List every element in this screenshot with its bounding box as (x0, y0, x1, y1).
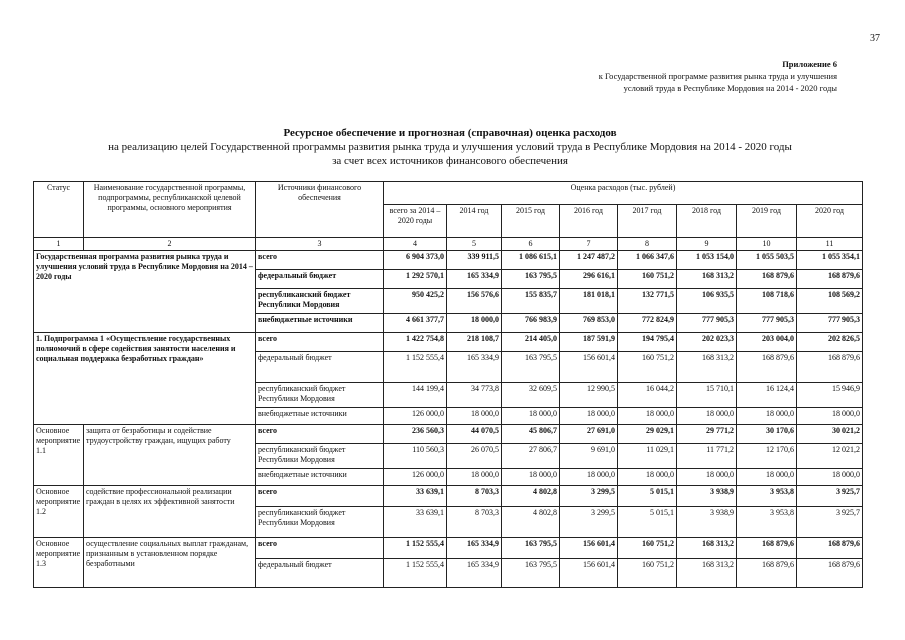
value-cell: 156 601,4 (560, 538, 618, 559)
value-cell: 12 170,6 (737, 444, 797, 469)
value-cell: 132 771,5 (618, 289, 677, 314)
value-cell: 45 806,7 (502, 425, 560, 444)
value-cell: 15 946,9 (797, 383, 863, 408)
value-cell: 126 000,0 (384, 469, 447, 486)
value-cell: 18 000,0 (502, 469, 560, 486)
value-cell: 44 070,5 (447, 425, 502, 444)
table-row (34, 486, 863, 507)
value-cell: 5 015,1 (618, 486, 677, 507)
value-cell: 1 152 555,4 (384, 538, 447, 559)
table-row (34, 251, 863, 270)
header-estimate: Оценка расходов (тыс. рублей) (384, 182, 863, 205)
value-cell: 18 000,0 (797, 469, 863, 486)
appendix-line: к Государственной программе развития рынка труда и улучшения (598, 71, 837, 81)
source-cell: всего (256, 486, 384, 507)
value-cell: 777 905,3 (797, 314, 863, 333)
header-sources: Источники финансового обеспечения (256, 182, 384, 238)
source-cell: всего (256, 538, 384, 559)
value-cell: 18 000,0 (618, 469, 677, 486)
value-cell: 30 021,2 (797, 425, 863, 444)
value-cell: 18 000,0 (797, 408, 863, 425)
value-cell: 772 824,9 (618, 314, 677, 333)
value-cell: 4 802,8 (502, 507, 560, 538)
header-year: всего за 2014 – 2020 годы (384, 205, 447, 238)
value-cell: 4 802,8 (502, 486, 560, 507)
value-cell: 3 953,8 (737, 507, 797, 538)
value-cell: 144 199,4 (384, 383, 447, 408)
source-cell: федеральный бюджет (256, 559, 384, 588)
value-cell: 214 405,0 (502, 333, 560, 352)
column-number: 9 (677, 238, 737, 251)
source-cell: всего (256, 425, 384, 444)
value-cell: 110 560,3 (384, 444, 447, 469)
value-cell: 3 299,5 (560, 507, 618, 538)
document-heading (40, 126, 860, 168)
value-cell: 18 000,0 (737, 469, 797, 486)
value-cell: 202 023,3 (677, 333, 737, 352)
value-cell: 18 000,0 (447, 314, 502, 333)
value-cell: 29 029,1 (618, 425, 677, 444)
value-cell: 33 639,1 (384, 486, 447, 507)
value-cell: 202 826,5 (797, 333, 863, 352)
column-number: 8 (618, 238, 677, 251)
value-cell: 156 601,4 (560, 559, 618, 588)
source-cell: внебюджетные источники (256, 469, 384, 486)
value-cell: 32 609,5 (502, 383, 560, 408)
column-number: 11 (797, 238, 863, 251)
value-cell: 155 835,7 (502, 289, 560, 314)
column-number: 2 (84, 238, 256, 251)
header-year: 2019 год (737, 205, 797, 238)
value-cell: 168 879,6 (797, 538, 863, 559)
value-cell: 1 055 503,5 (737, 251, 797, 270)
source-cell: республиканский бюджет Республики Мордовия (256, 289, 384, 314)
value-cell: 18 000,0 (502, 408, 560, 425)
table-row (34, 538, 863, 559)
value-cell: 160 751,2 (618, 270, 677, 289)
header-status: Статус (34, 182, 84, 238)
value-cell: 5 015,1 (618, 507, 677, 538)
value-cell: 777 905,3 (737, 314, 797, 333)
source-cell: внебюджетные источники (256, 408, 384, 425)
value-cell: 3 925,7 (797, 507, 863, 538)
header-year: 2015 год (502, 205, 560, 238)
appendix-line: условий труда в Республике Мордовия на 2014 - 2020 годы (623, 83, 837, 93)
column-number: 3 (256, 238, 384, 251)
source-cell: республиканский бюджет Республики Мордовия (256, 444, 384, 469)
value-cell: 218 108,7 (447, 333, 502, 352)
header-year: 2016 год (560, 205, 618, 238)
value-cell: 108 569,2 (797, 289, 863, 314)
value-cell: 34 773,8 (447, 383, 502, 408)
document-title: Ресурсное обеспечение и прогнозная (справочная) оценка расходов (283, 127, 617, 139)
value-cell: 26 070,5 (447, 444, 502, 469)
value-cell: 168 879,6 (797, 352, 863, 383)
status-cell: Основное мероприятие 1.3 (34, 538, 84, 588)
value-cell: 160 751,2 (618, 559, 677, 588)
appendix-title: Приложение 6 (782, 59, 837, 69)
value-cell: 1 086 615,1 (502, 251, 560, 270)
value-cell: 18 000,0 (737, 408, 797, 425)
column-number: 7 (560, 238, 618, 251)
column-number: 6 (502, 238, 560, 251)
program-name-cell: 1. Подпрограмма 1 «Осуществление государственных полномочий в сфере содействия занятости населения и социальная поддержка безработных граждан» (34, 333, 256, 425)
measure-name-cell: осуществление социальных выплат гражданам, признанным в установленном порядке безработными (84, 538, 256, 588)
value-cell: 16 124,4 (737, 383, 797, 408)
value-cell: 8 703,3 (447, 486, 502, 507)
value-cell: 168 879,6 (797, 270, 863, 289)
value-cell: 3 938,9 (677, 507, 737, 538)
value-cell: 30 170,6 (737, 425, 797, 444)
value-cell: 296 616,1 (560, 270, 618, 289)
value-cell: 1 053 154,0 (677, 251, 737, 270)
value-cell: 168 879,6 (737, 559, 797, 588)
document-subtitle-2: за счет всех источников финансового обеспечения (332, 155, 568, 167)
value-cell: 168 879,6 (797, 559, 863, 588)
value-cell: 18 000,0 (447, 469, 502, 486)
value-cell: 11 029,1 (618, 444, 677, 469)
value-cell: 769 853,0 (560, 314, 618, 333)
source-cell: всего (256, 251, 384, 270)
value-cell: 168 879,6 (737, 352, 797, 383)
value-cell: 163 795,5 (502, 538, 560, 559)
value-cell: 165 334,9 (447, 352, 502, 383)
value-cell: 27 806,7 (502, 444, 560, 469)
value-cell: 18 000,0 (618, 408, 677, 425)
measure-name-cell: содействие профессиональной реализации граждан в целях их эффективной занятости (84, 486, 256, 538)
value-cell: 29 771,2 (677, 425, 737, 444)
value-cell: 15 710,1 (677, 383, 737, 408)
value-cell: 1 292 570,1 (384, 270, 447, 289)
value-cell: 1 066 347,6 (618, 251, 677, 270)
column-number: 10 (737, 238, 797, 251)
value-cell: 168 313,2 (677, 352, 737, 383)
value-cell: 1 247 487,2 (560, 251, 618, 270)
value-cell: 18 000,0 (677, 469, 737, 486)
value-cell: 12 021,2 (797, 444, 863, 469)
source-cell: внебюджетные источники (256, 314, 384, 333)
header-year: 2014 год (447, 205, 502, 238)
appendix-note (477, 58, 837, 94)
value-cell: 18 000,0 (560, 469, 618, 486)
value-cell: 3 953,8 (737, 486, 797, 507)
value-cell: 9 691,0 (560, 444, 618, 469)
column-numbers-row (34, 238, 863, 251)
status-cell: Основное мероприятие 1.2 (34, 486, 84, 538)
value-cell: 18 000,0 (447, 408, 502, 425)
value-cell: 168 313,2 (677, 270, 737, 289)
source-cell: республиканский бюджет Республики Мордовия (256, 507, 384, 538)
value-cell: 27 691,0 (560, 425, 618, 444)
value-cell: 1 152 555,4 (384, 559, 447, 588)
source-cell: республиканский бюджет Республики Мордовия (256, 383, 384, 408)
value-cell: 18 000,0 (560, 408, 618, 425)
table-row (34, 333, 863, 352)
value-cell: 168 313,2 (677, 538, 737, 559)
column-number: 4 (384, 238, 447, 251)
document-subtitle: на реализацию целей Государственной программы развития рынка труда и улучшения условий труда в Республике Мордовия на 2014 - 2020 годы (108, 141, 792, 153)
value-cell: 156 601,4 (560, 352, 618, 383)
value-cell: 126 000,0 (384, 408, 447, 425)
value-cell: 163 795,5 (502, 352, 560, 383)
value-cell: 194 795,4 (618, 333, 677, 352)
value-cell: 4 661 377,7 (384, 314, 447, 333)
value-cell: 160 751,2 (618, 538, 677, 559)
value-cell: 18 000,0 (677, 408, 737, 425)
value-cell: 1 055 354,1 (797, 251, 863, 270)
program-name-cell: Государственная программа развития рынка труда и улучшения условий труда в Республике Мордовия на 2014 – 2020 годы (34, 251, 256, 333)
column-number: 1 (34, 238, 84, 251)
status-cell: Основное мероприятие 1.1 (34, 425, 84, 486)
source-cell: федеральный бюджет (256, 270, 384, 289)
value-cell: 163 795,5 (502, 559, 560, 588)
value-cell: 203 004,0 (737, 333, 797, 352)
value-cell: 168 313,2 (677, 559, 737, 588)
value-cell: 106 935,5 (677, 289, 737, 314)
value-cell: 8 703,3 (447, 507, 502, 538)
value-cell: 168 879,6 (737, 538, 797, 559)
value-cell: 6 904 373,0 (384, 251, 447, 270)
value-cell: 165 334,9 (447, 270, 502, 289)
value-cell: 181 018,1 (560, 289, 618, 314)
expenses-table (33, 181, 863, 588)
value-cell: 1 422 754,8 (384, 333, 447, 352)
header-year: 2018 год (677, 205, 737, 238)
value-cell: 187 591,9 (560, 333, 618, 352)
header-name: Наименование государственной программы, подпрограммы, республиканской целевой программы, основного мероприятия (84, 182, 256, 238)
value-cell: 163 795,5 (502, 270, 560, 289)
value-cell: 3 938,9 (677, 486, 737, 507)
header-year: 2017 год (618, 205, 677, 238)
value-cell: 33 639,1 (384, 507, 447, 538)
measure-name-cell: защита от безработицы и содействие трудоустройству граждан, ищущих работу (84, 425, 256, 486)
value-cell: 766 983,9 (502, 314, 560, 333)
header-row (34, 182, 863, 205)
table-row (34, 425, 863, 444)
value-cell: 339 911,5 (447, 251, 502, 270)
value-cell: 777 905,3 (677, 314, 737, 333)
value-cell: 950 425,2 (384, 289, 447, 314)
value-cell: 160 751,2 (618, 352, 677, 383)
value-cell: 3 925,7 (797, 486, 863, 507)
value-cell: 165 334,9 (447, 538, 502, 559)
value-cell: 168 879,6 (737, 270, 797, 289)
value-cell: 16 044,2 (618, 383, 677, 408)
value-cell: 236 560,3 (384, 425, 447, 444)
column-number: 5 (447, 238, 502, 251)
header-year: 2020 год (797, 205, 863, 238)
value-cell: 3 299,5 (560, 486, 618, 507)
value-cell: 1 152 555,4 (384, 352, 447, 383)
value-cell: 156 576,6 (447, 289, 502, 314)
value-cell: 12 990,5 (560, 383, 618, 408)
value-cell: 108 718,6 (737, 289, 797, 314)
value-cell: 11 771,2 (677, 444, 737, 469)
source-cell: всего (256, 333, 384, 352)
source-cell: федеральный бюджет (256, 352, 384, 383)
page-number: 37 (870, 33, 880, 44)
value-cell: 165 334,9 (447, 559, 502, 588)
